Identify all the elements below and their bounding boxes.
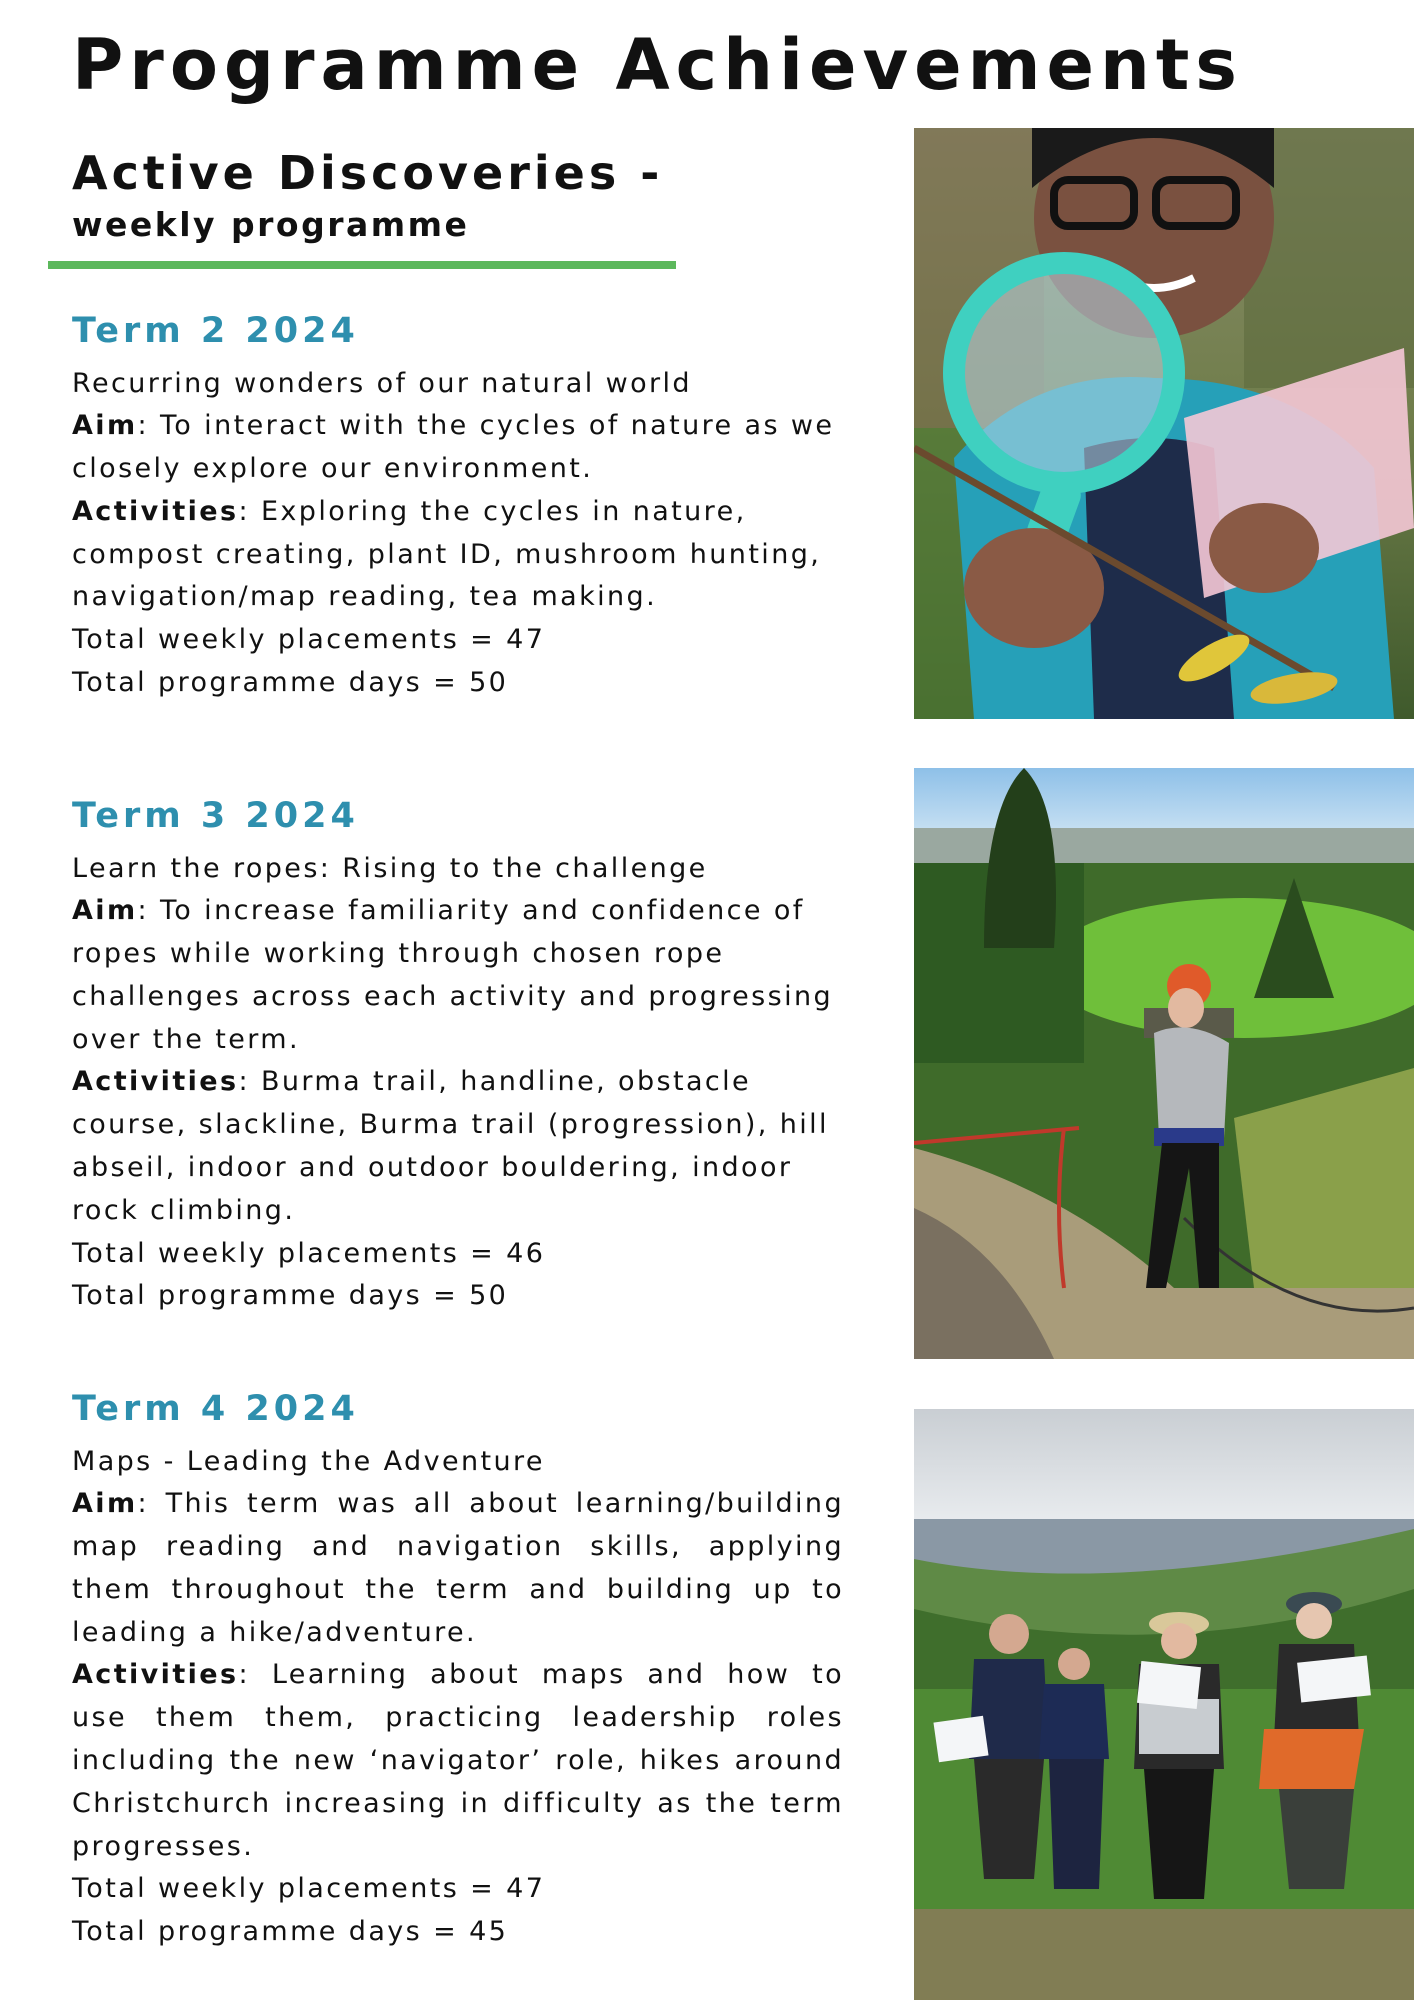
page-title: Programme Achievements: [72, 24, 1243, 106]
term-heading: Term 2 2024: [72, 311, 359, 351]
activities-label: Activities: [72, 1066, 239, 1098]
term-2-block: [72, 312, 844, 705]
term-theme: Learn the ropes: Rising to the challenge: [72, 852, 708, 884]
programme-days: Total programme days = 50: [72, 1280, 509, 1312]
term-aim: [72, 405, 844, 491]
aim-label: Aim: [72, 410, 138, 442]
activities-text: : Learning about maps and how to use them them, practicing leadership roles including the new ‘navigator’ role, hikes around Christchurch increasing in difficulty as the term progresses.: [72, 1659, 844, 1862]
term-aim: [72, 1483, 844, 1654]
term-4-block: [72, 1390, 844, 1954]
programme-days: Total programme days = 50: [72, 667, 509, 699]
term-activities: [72, 1061, 844, 1232]
photo-group-hike: [914, 1409, 1414, 2000]
term-aim: [72, 890, 844, 1061]
weekly-placements: Total weekly placements = 47: [72, 1873, 546, 1905]
term-heading: Term 4 2024: [72, 1389, 359, 1429]
weekly-placements: Total weekly placements = 47: [72, 624, 546, 656]
weekly-placements: Total weekly placements = 46: [72, 1237, 546, 1269]
aim-text: : To interact with the cycles of nature as we closely explore our environment.: [72, 410, 835, 485]
term-theme: Maps - Leading the Adventure: [72, 1445, 545, 1477]
aim-label: Aim: [72, 895, 138, 927]
aim-label: Aim: [72, 1488, 138, 1520]
activities-label: Activities: [72, 1659, 239, 1691]
activities-label: Activities: [72, 495, 239, 527]
section-subtitle: weekly programme: [72, 205, 470, 244]
term-theme: Recurring wonders of our natural world: [72, 367, 692, 399]
programme-days: Total programme days = 45: [72, 1916, 509, 1948]
term-activities: [72, 1654, 844, 1868]
section-title: Active Discoveries -: [72, 146, 664, 200]
term-activities: [72, 491, 844, 619]
section-divider: [48, 261, 676, 269]
aim-text: : To increase familiarity and confidence of ropes while working through chosen rope challenges across each activity and progressing over the term.: [72, 895, 834, 1055]
activities-text: : Exploring the cycles in nature, compost creating, plant ID, mushroom hunting, navigation/map reading, tea making.: [72, 495, 822, 613]
photo-magnifying-glass: [914, 128, 1414, 719]
photo-hill-abseil: [914, 768, 1414, 1359]
aim-text: : This term was all about learning/building map reading and navigation skills, applying them throughout the term and building up to leading a hike/adventure.: [72, 1488, 844, 1648]
term-heading: Term 3 2024: [72, 796, 359, 836]
activities-text: : Burma trail, handline, obstacle course, slackline, Burma trail (progression), hill abseil, indoor and outdoor bouldering, indoor rock climbing.: [72, 1066, 829, 1226]
term-3-block: [72, 797, 844, 1318]
